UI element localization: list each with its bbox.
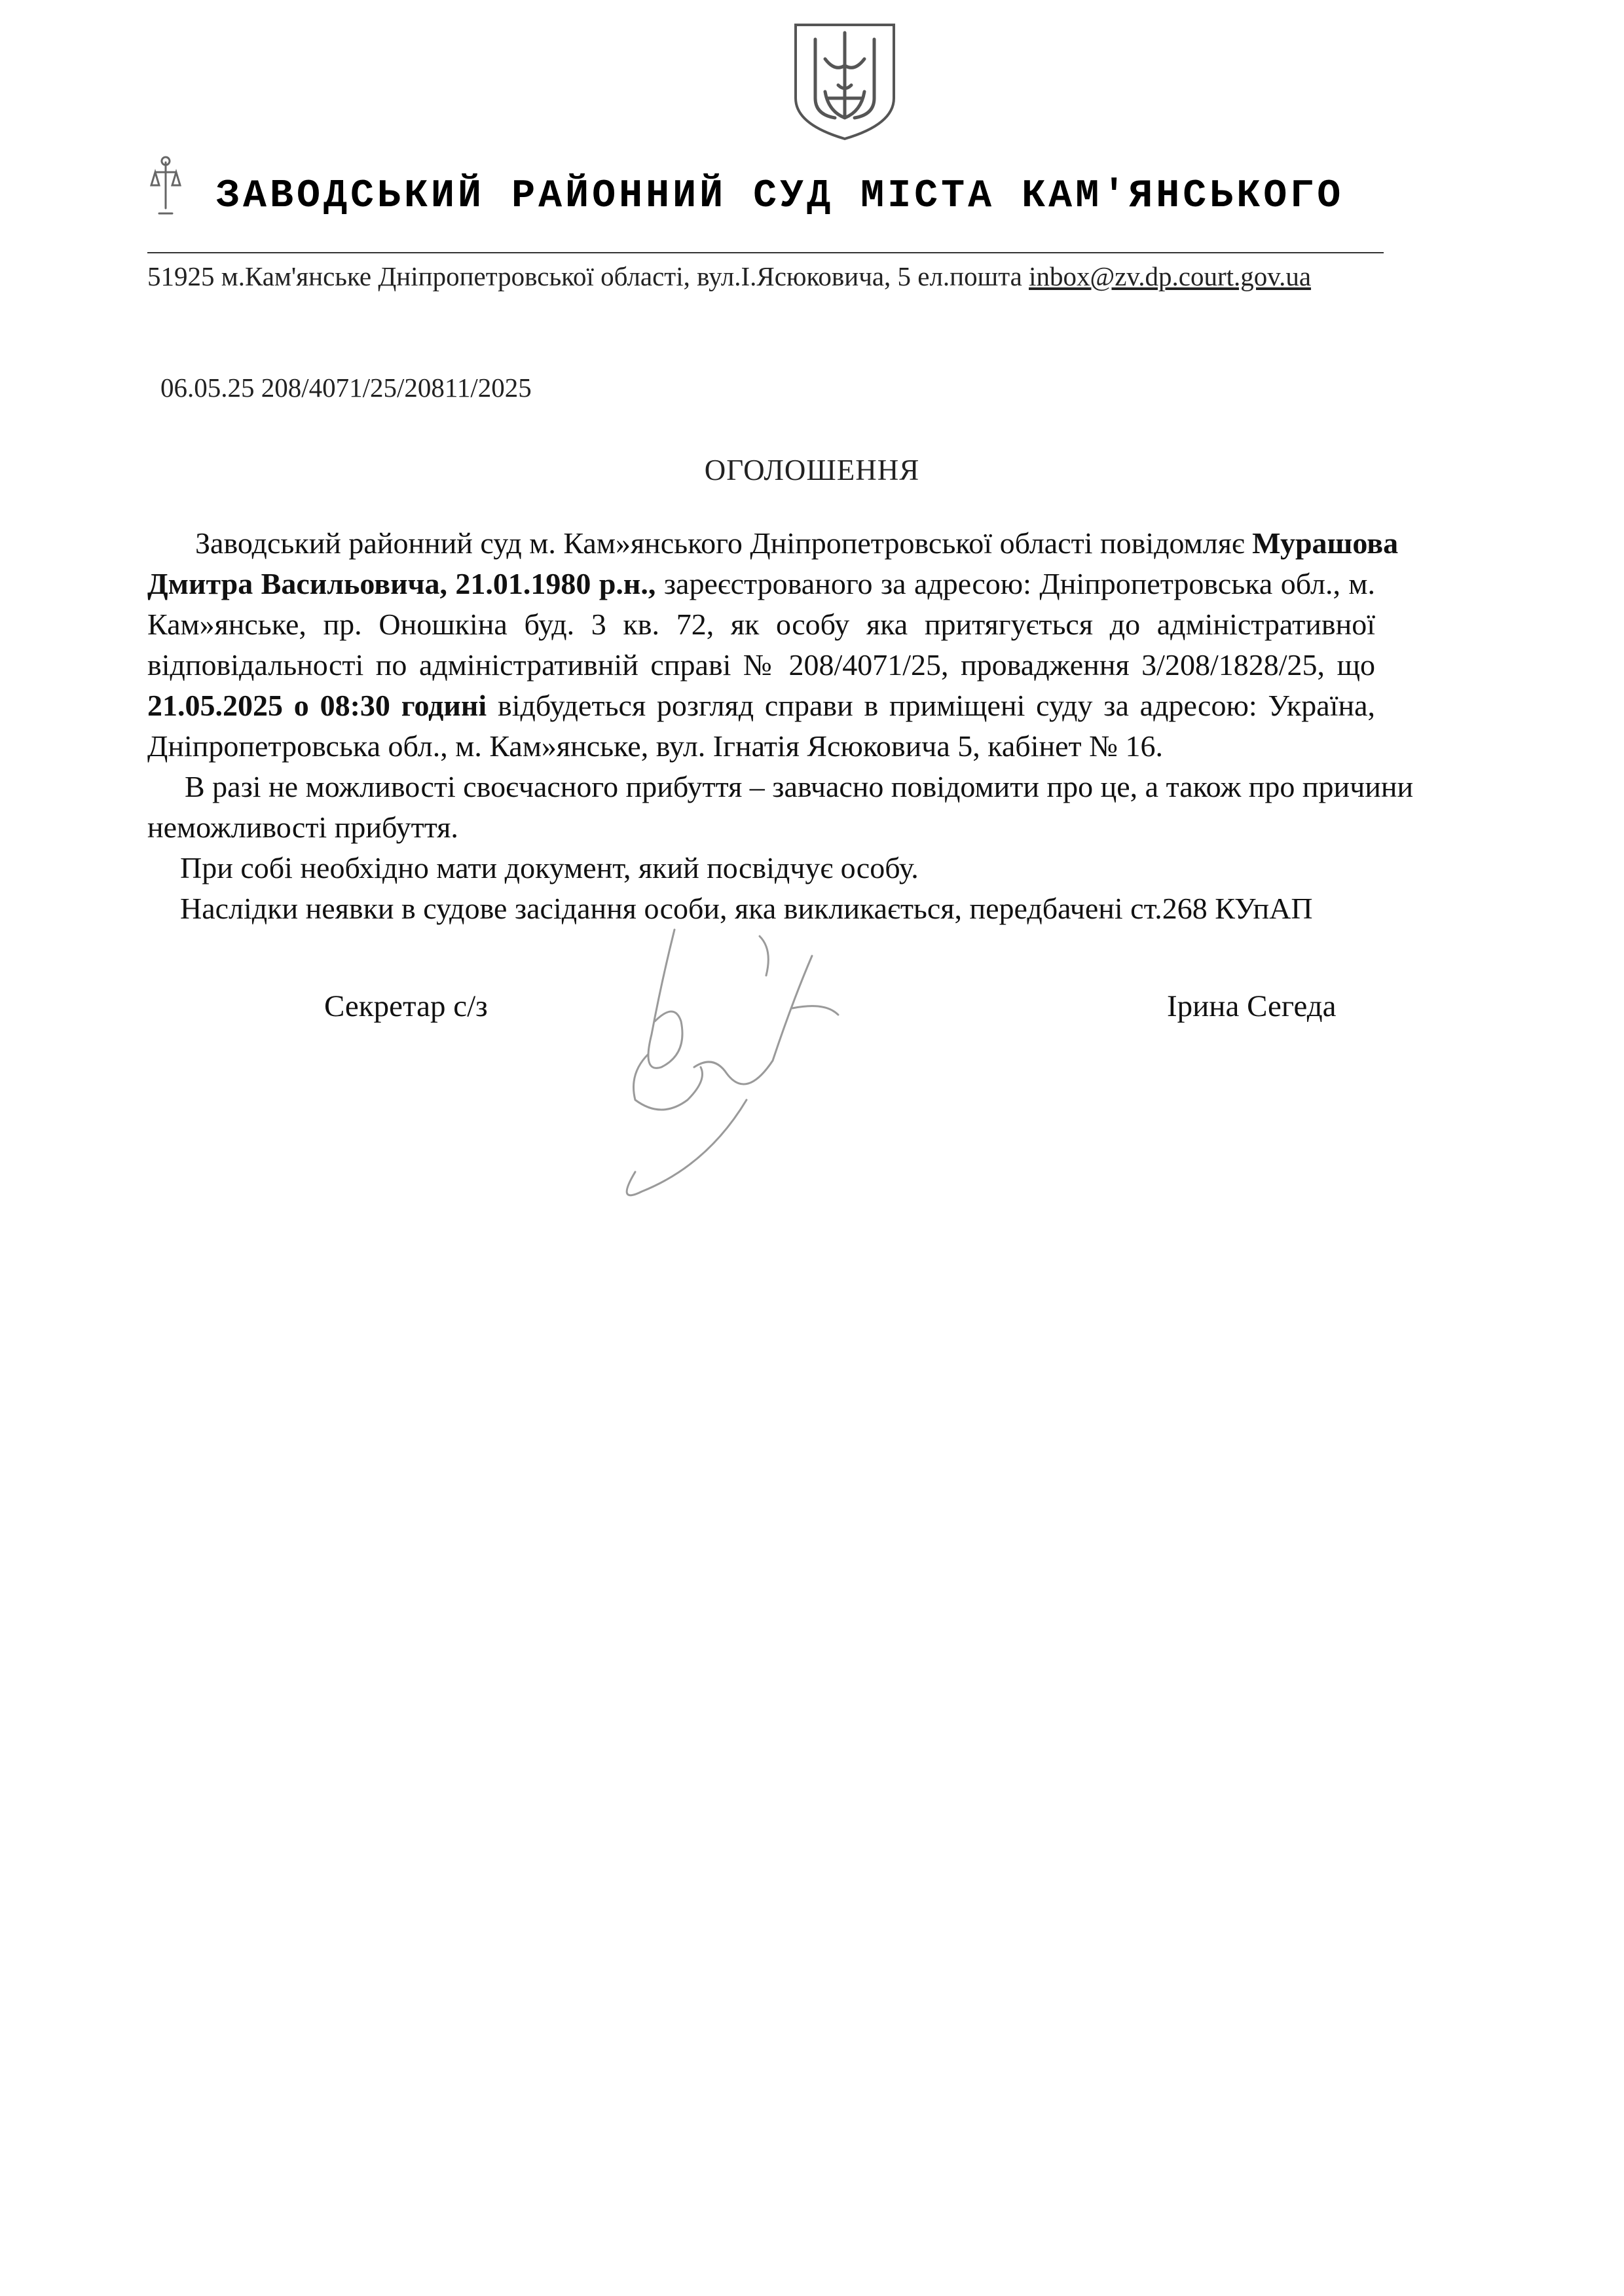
paragraph-line: При собі необхідно мати документ, який посвідчує особу.	[180, 851, 919, 884]
trident-coat-of-arms-icon	[789, 20, 900, 144]
signer-title: Секретар с/з	[324, 989, 488, 1023]
paragraph-line: В разі не можливості своєчасного прибуття – завчасно повідомити про це, а також про причини	[185, 770, 1414, 803]
handwritten-signature	[576, 903, 943, 1231]
person-name-dob: Дмитра Васильовича, 21.01.1980 р.н.,	[147, 567, 656, 600]
address-text: 51925 м.Кам'янське Дніпропетровської області, вул.І.Ясюковича, 5 ел.пошта	[147, 261, 1029, 291]
court-address	[147, 261, 1311, 292]
paragraph-line: неможливості прибуття.	[147, 811, 458, 844]
paragraph-line	[147, 686, 1375, 725]
paragraph-line: відповідальності по адміністративній справі № 208/4071/25, провадження 3/208/1828/25, що	[147, 648, 1375, 682]
paragraph-line	[195, 524, 1399, 563]
header-divider	[147, 252, 1384, 253]
body-text: Заводський районний суд м. Кам»янського Дніпропетровської області повідомляє	[195, 526, 1253, 560]
court-name: ЗАВОДСЬКИЙ РАЙОННИЙ СУД МІСТА КАМ'ЯНСЬКОГО	[216, 174, 1344, 219]
person-surname: Мурашова	[1252, 526, 1399, 560]
paragraph-line: Наслідки неявки в судове засідання особи, яка викликається, передбачені ст.268 КУпАП	[180, 892, 1313, 925]
body-text: відбудеться розгляд справи в приміщені суду за адресою: Україна,	[487, 689, 1376, 722]
document-reference: 06.05.25 208/4071/25/20811/2025	[160, 373, 532, 403]
paragraph-line: Кам»янське, пр. Оношкіна буд. 3 кв. 72, як особу яка притягується до адміністративної	[147, 608, 1375, 641]
email-link[interactable]: inbox@zv.dp.court.gov.ua	[1029, 261, 1312, 291]
hearing-datetime: 21.05.2025 о 08:30 годині	[147, 689, 487, 722]
body-text: зареєстрованого за адресою: Дніпропетровська обл., м.	[655, 567, 1375, 600]
themis-scales-icon	[147, 156, 184, 219]
signer-name: Ірина Сегеда	[1167, 989, 1337, 1023]
paragraph-line: Дніпропетровська обл., м. Кам»янське, вул. Ігнатія Ясюковича 5, кабінет № 16.	[147, 729, 1164, 763]
paragraph-line	[147, 564, 1375, 604]
document-title: ОГОЛОШЕННЯ	[704, 454, 920, 486]
